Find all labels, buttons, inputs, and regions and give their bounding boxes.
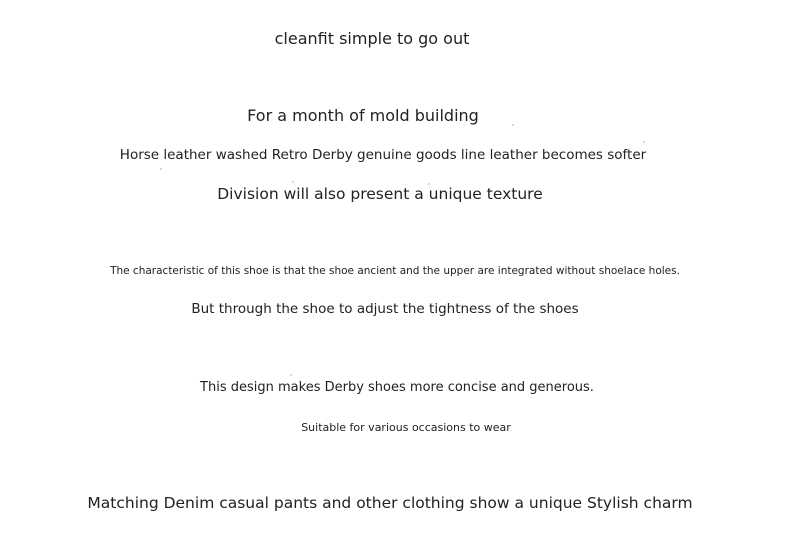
mold-building-text: For a month of mold building <box>247 106 479 125</box>
decorative-speck <box>160 168 162 170</box>
design-text: This design makes Derby shoes more concise and generous. <box>200 380 594 395</box>
decorative-speck <box>290 374 292 376</box>
characteristic-text: The characteristic of this shoe is that the shoe ancient and the upper are integrated without shoelace holes. <box>110 265 680 277</box>
decorative-speck <box>643 141 645 143</box>
tightness-text: But through the shoe to adjust the tightness of the shoes <box>191 301 579 317</box>
decorative-speck <box>292 181 294 183</box>
occasions-text: Suitable for various occasions to wear <box>301 421 511 434</box>
texture-text: Division will also present a unique texture <box>217 185 543 203</box>
tagline-text: cleanfit simple to go out <box>274 29 470 48</box>
decorative-speck <box>512 124 514 126</box>
decorative-speck <box>428 183 430 185</box>
horse-leather-text: Horse leather washed Retro Derby genuine goods line leather becomes softer <box>119 147 647 163</box>
matching-denim-text: Matching Denim casual pants and other clothing show a unique Stylish charm <box>87 494 693 512</box>
